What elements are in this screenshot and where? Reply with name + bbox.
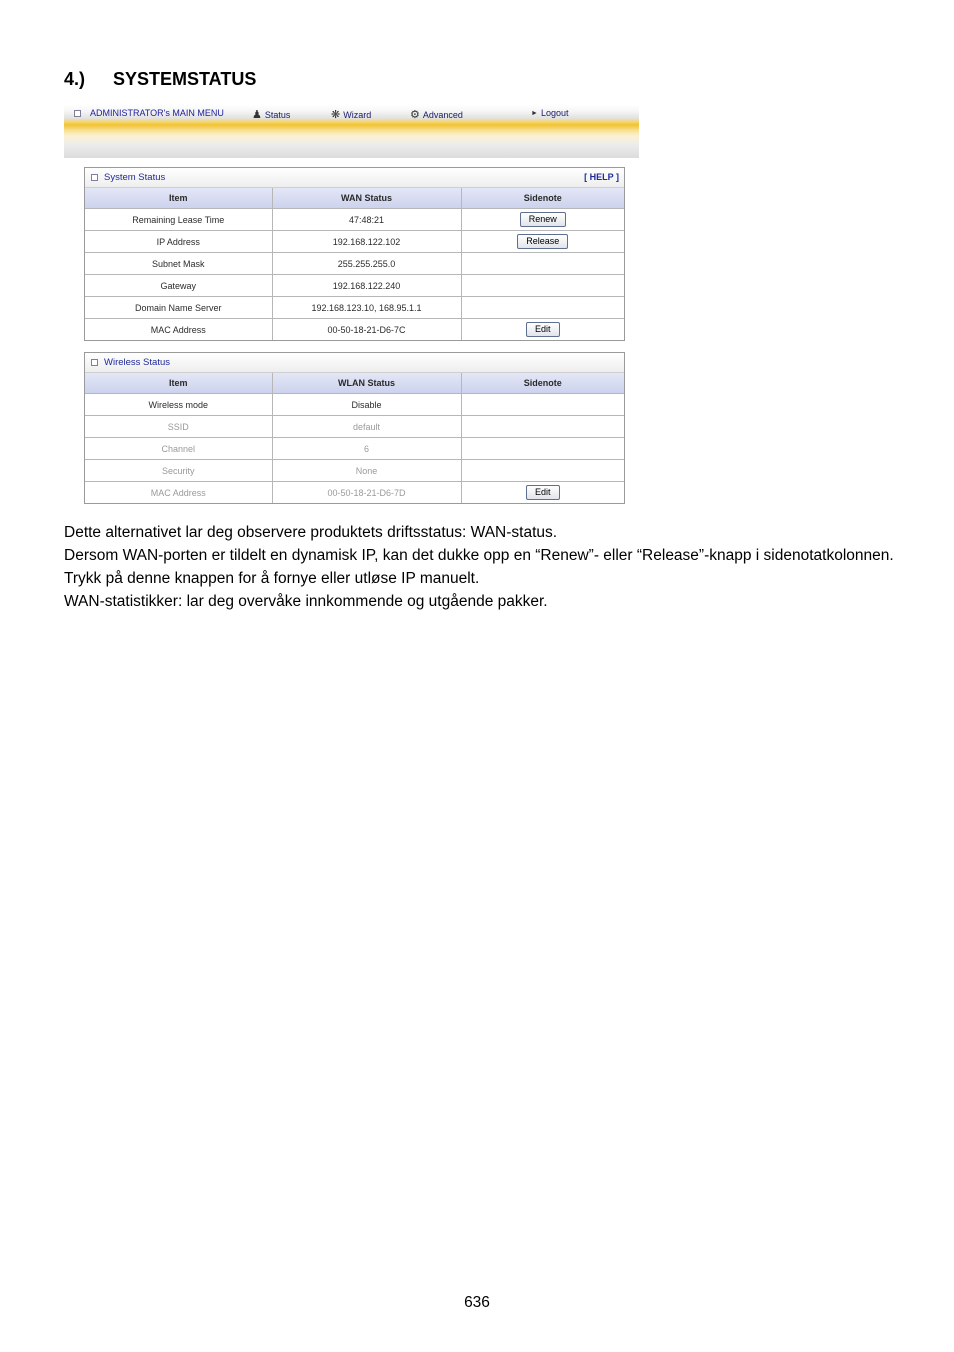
table-row bbox=[85, 253, 624, 275]
paragraph: Dersom WAN-porten er tildelt en dynamisk IP, kan det dukke opp en “Renew”- eller “Release”-knapp i sidenotatkolonnen. Trykk på denne knappen for å fornye eller utløse IP manuelt. bbox=[64, 547, 894, 587]
system-status-title-bar bbox=[85, 168, 624, 188]
row-sidenote bbox=[461, 209, 624, 231]
row-item: SSID bbox=[85, 416, 272, 438]
table-row bbox=[85, 319, 624, 341]
system-status-panel bbox=[84, 167, 625, 341]
menu-logout-label: Logout bbox=[540, 108, 569, 118]
row-sidenote bbox=[461, 416, 624, 438]
menu-advanced[interactable] bbox=[410, 108, 463, 121]
menu-wizard[interactable] bbox=[331, 108, 371, 121]
table-header-row bbox=[85, 188, 624, 209]
row-sidenote bbox=[461, 253, 624, 275]
section-title: SYSTEMSTATUS bbox=[113, 69, 257, 89]
release-button[interactable]: Release bbox=[517, 234, 568, 249]
row-value: 192.168.122.240 bbox=[272, 275, 461, 297]
row-value: 00-50-18-21-D6-7C bbox=[272, 319, 461, 341]
edit-mac-button[interactable]: Edit bbox=[526, 322, 560, 337]
table-row bbox=[85, 231, 624, 253]
help-link[interactable]: [ HELP ] bbox=[584, 172, 619, 182]
column-header: Sidenote bbox=[461, 373, 624, 394]
table-row bbox=[85, 416, 624, 438]
wireless-status-title: Wireless Status bbox=[104, 357, 170, 368]
row-sidenote bbox=[461, 231, 624, 253]
row-value: 255.255.255.0 bbox=[272, 253, 461, 275]
arrow-right-icon: ► bbox=[531, 109, 538, 117]
table-row bbox=[85, 460, 624, 482]
menu-status-label: Status bbox=[264, 109, 291, 120]
row-value: 192.168.122.102 bbox=[272, 231, 461, 253]
row-value: 00-50-18-21-D6-7D bbox=[272, 482, 461, 504]
row-item: Gateway bbox=[85, 275, 272, 297]
row-sidenote bbox=[461, 275, 624, 297]
wizard-icon: ❋ bbox=[331, 109, 341, 121]
wireless-status-table bbox=[85, 373, 624, 503]
row-item: Wireless mode bbox=[85, 394, 272, 416]
row-sidenote bbox=[461, 482, 624, 504]
table-row bbox=[85, 438, 624, 460]
row-sidenote bbox=[461, 394, 624, 416]
square-bullet-icon bbox=[91, 359, 98, 366]
row-item: IP Address bbox=[85, 231, 272, 253]
row-value: 192.168.123.10, 168.95.1.1 bbox=[272, 297, 461, 319]
table-header-row bbox=[85, 373, 624, 394]
table-row bbox=[85, 394, 624, 416]
wireless-status-title-bar bbox=[85, 353, 624, 373]
column-header: WLAN Status bbox=[272, 373, 461, 394]
admin-main-menu[interactable] bbox=[74, 108, 224, 118]
paragraph: WAN-statistikker: lar deg overvåke innkommende og utgående pakker. bbox=[64, 593, 548, 610]
table-row bbox=[85, 482, 624, 504]
row-sidenote bbox=[461, 438, 624, 460]
row-value: Disable bbox=[272, 394, 461, 416]
table-row bbox=[85, 275, 624, 297]
row-value: None bbox=[272, 460, 461, 482]
row-item: Security bbox=[85, 460, 272, 482]
row-value: default bbox=[272, 416, 461, 438]
system-status-table bbox=[85, 188, 624, 340]
row-item: Channel bbox=[85, 438, 272, 460]
menu-advanced-label: Advanced bbox=[422, 109, 463, 120]
admin-menu-label: ADMINISTRATOR's MAIN MENU bbox=[90, 108, 224, 118]
edit-wlan-mac-button[interactable]: Edit bbox=[526, 485, 560, 500]
row-item: Remaining Lease Time bbox=[85, 209, 272, 231]
column-header: Item bbox=[85, 373, 272, 394]
advanced-icon: ⚙ bbox=[410, 109, 420, 121]
square-bullet-icon bbox=[91, 174, 98, 181]
section-number: 4.) bbox=[64, 69, 86, 89]
square-bullet-icon bbox=[74, 110, 81, 117]
column-header: WAN Status bbox=[272, 188, 461, 209]
column-header: Sidenote bbox=[461, 188, 624, 209]
paragraph: Dette alternativet lar deg observere produktets driftsstatus: WAN-status. bbox=[64, 524, 558, 541]
body-text bbox=[64, 521, 894, 613]
page-number: 636 bbox=[464, 1294, 490, 1311]
row-item: MAC Address bbox=[85, 482, 272, 504]
row-value: 47:48:21 bbox=[272, 209, 461, 231]
router-menu-bar bbox=[64, 105, 639, 158]
system-status-title: System Status bbox=[104, 172, 166, 183]
table-row bbox=[85, 209, 624, 231]
row-sidenote bbox=[461, 460, 624, 482]
wireless-status-panel bbox=[84, 352, 625, 504]
row-item: MAC Address bbox=[85, 319, 272, 341]
menu-status[interactable] bbox=[252, 108, 290, 121]
column-header: Item bbox=[85, 188, 272, 209]
table-row bbox=[85, 297, 624, 319]
row-sidenote bbox=[461, 319, 624, 341]
row-value: 6 bbox=[272, 438, 461, 460]
renew-button[interactable]: Renew bbox=[520, 212, 566, 227]
row-item: Domain Name Server bbox=[85, 297, 272, 319]
person-icon: ♟ bbox=[252, 109, 262, 121]
row-item: Subnet Mask bbox=[85, 253, 272, 275]
row-sidenote bbox=[461, 297, 624, 319]
section-heading bbox=[64, 69, 256, 90]
menu-logout[interactable] bbox=[531, 108, 568, 118]
menu-wizard-label: Wizard bbox=[343, 109, 372, 120]
